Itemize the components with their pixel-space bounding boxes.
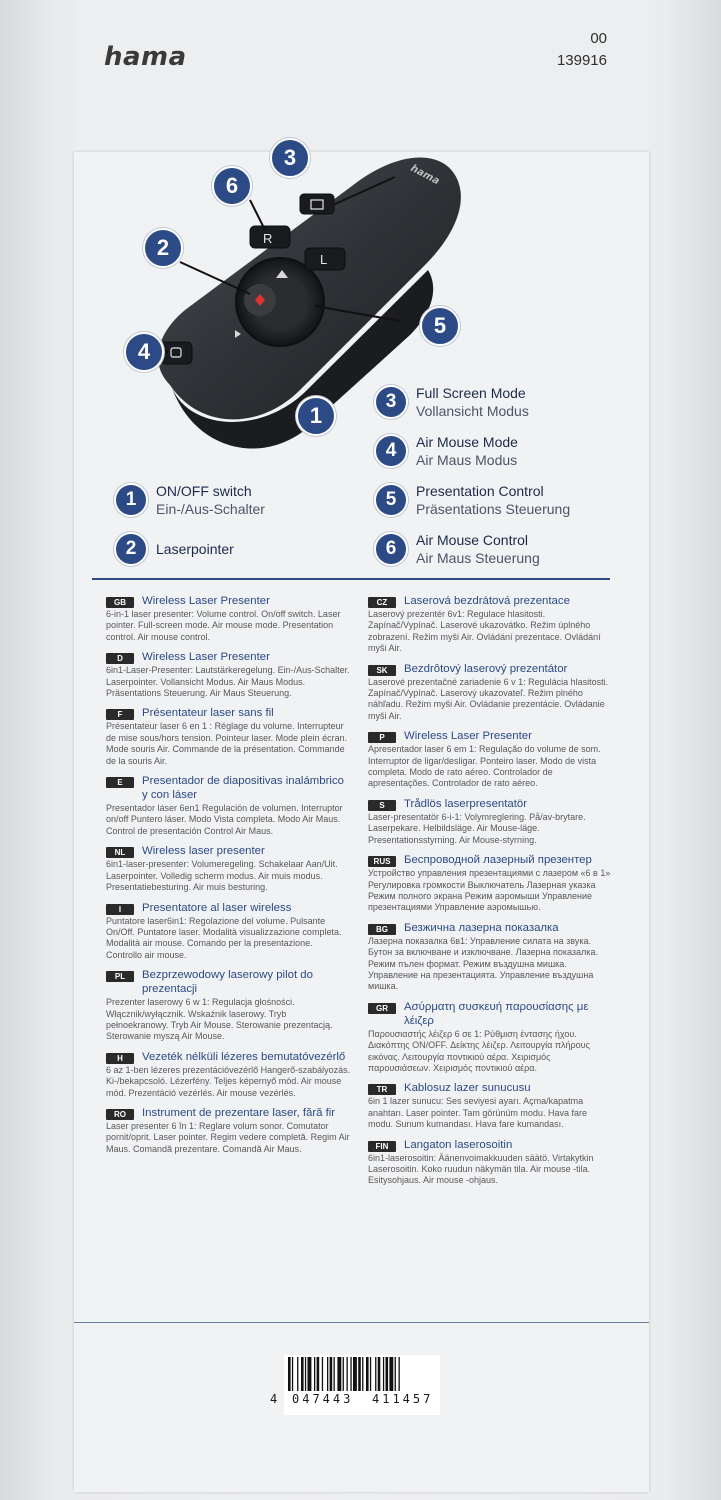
barcode-bar [314,1357,315,1391]
barcode-bar [389,1357,393,1391]
barcode-bar [292,1357,293,1391]
language-title: Presentatore al laser wireless [142,901,292,914]
section-divider [92,578,610,580]
legend-number-badge: 3 [374,385,408,419]
legend-item-3 [374,384,529,420]
barcode-bar [327,1357,328,1391]
legend-item-4 [374,433,518,469]
language-title: Bezprzewodowy laserowy pilot do prezentacji [142,969,313,996]
language-code: F [106,709,134,720]
language-title: Безжична лазерна показалка [404,921,559,934]
language-description: 6in1-Laser-Presenter: Lautstärkeregelung. Ein-/Aus-Schalter. Laserpointer. Vollansicht Modus. Air Maus Modus. Präsentations Steuerung. Air Maus Steuerung. [106,665,350,699]
language-title: Wireless Laser Presenter [142,595,270,607]
language-title: Wireless Laser Presenter [404,730,532,743]
language-code: BG [368,924,396,935]
legend-number-badge: 5 [374,483,408,517]
callout-5-badge: 5 [420,306,460,346]
product-codes [557,28,607,72]
language-block [368,729,613,790]
ean-barcode [284,1355,440,1415]
barcode-bar [386,1357,389,1391]
barcode-bar [347,1357,348,1391]
language-code: H [106,1053,134,1064]
callout-3-badge: 3 [270,138,310,178]
language-description: Puntatore laser6in1: Regolazione del volume. Pulsante On/Off. Puntatore laser. Modalità visualizzazione completa. Modalità air mouse. Comando per la presentazione. Controllo air mouse. [106,915,342,960]
language-title: Беспроводной лазерный презентер [404,854,592,867]
device-logo: hama [408,162,442,188]
language-code: CZ [368,597,396,608]
language-block [368,1000,613,1075]
barcode-bar [350,1357,351,1391]
language-description: Prezenter laserowy 6 w 1: Regulacja głośności. Włącznik/wyłącznik. Wskaźnik laserowy. Tryb pełnoekranowy. Tryb Air Mouse. Sterowanie prezentacją. Sterowanie myszą Air Mouse. [106,997,333,1042]
barcode-bar [317,1357,320,1391]
l-key-label: L [320,252,328,267]
callout-2-badge: 2 [143,228,183,268]
barcode-bar [322,1357,323,1391]
barcode-bar [362,1357,363,1391]
language-description: 6in 1 lazer sunucu: Ses seviyesi ayarı. Açma/kapatma anahtarı. Laser pointer. Tam görünüm modu. Hava fare modu. Sunum kumandası. Hava fare kumandası. [368,1096,587,1130]
language-block [106,706,351,767]
barcode-bar [353,1357,357,1391]
legend-label-german: Vollansicht Modus [416,403,529,419]
language-title: Laserová bezdrátová prezentace [404,595,570,607]
legend-label-german: Präsentations Steuerung [416,501,571,517]
language-code: I [106,904,134,915]
barcode-bar [378,1357,381,1391]
language-description: Apresentador laser 6 em 1: Regulação do volume de som. Interruptor de ligar/desligar. Ponteiro laser. Modo de vista completa. Modo de rato aéreo. Controlador de apresentações. Controlador de rato aéreo. [368,744,601,789]
barcode-bar [366,1357,369,1391]
legend-number-badge: 6 [374,532,408,566]
language-block [368,921,613,993]
language-description: Лазерна показалка 6в1: Управление силата на звука. Бутон за включване и изключване. Лазерна показалка. Режим пълен формат. Режим въздушна мишка. Управление на презентацията. Управление въздушна мишка. [368,935,598,992]
legend-number-badge: 2 [114,532,148,566]
barcode-first-digit: 4 [270,1392,278,1406]
language-code: TR [368,1084,396,1095]
language-block [368,853,613,914]
language-description: Устройство управления презентациями с лазером «6 в 1» Регулировка громкости Выключатель Лазерная указка Режим полного экрана Режим аэромыши Управление презентациями Управление аэромышью. [368,868,611,913]
language-column-right [368,594,613,1194]
barcode-bar [399,1357,400,1391]
language-title: Bezdrôtový laserový prezentátor [404,662,568,675]
language-description: 6in1-laserosoitin: Äänenvoimakkuuden säätö. Virtakytkin Laserosoitin. Koko ruudun näkymän tila. Air mouse -tila. Esitysohjaus. Air mouse -ohjaus. [368,1152,594,1186]
barcode-bar [288,1357,291,1391]
barcode-bar [337,1357,341,1391]
language-title: Vezeték nélküli lézeres bemutatóvezérlő [142,1050,346,1063]
barcode-bar [334,1357,335,1391]
legend-label: ON/OFF switch [156,483,252,499]
language-description: Laser-presentatör 6-i-1: Volymreglering. På/av-brytare. Laserpekare. Helbildsläge. Air Mouse-läge. Presentationsstyrning. Air Mouse-styrning. [368,811,586,845]
brand-logo: hama [104,42,187,72]
language-description: 6in1-laser-presenter: Volumeregeling. Schakelaar Aan/Uit. Laserpointer. Volledig scherm modus. Air muis modus. Presentatiebesturing. Air muis besturing. [106,859,338,893]
language-description: 6 az 1-ben lézeres prezentációvezérlő Hangerő-szabályozás. Ki-/bekapcsoló. Lézerfény. Teljes képernyő mód. Air mouse mód. Prezentáció vezérlés. Air mouse vezérlés. [106,1064,351,1098]
language-description: Laserové prezentačné zariadenie 6 v 1: Regulácia hlasitosti. Zapínač/Vypínač. Laserový ukazovateľ. Režim plného náhľadu. Režim myši Air. Ovládanie prezentácie. Ovládanie myši Air. [368,676,609,721]
language-block [106,1106,351,1155]
language-description: Παρουσιαστής λέιζερ 6 σε 1: Ρύθμιση έντασης ήχου. Διακόπτης ON/OFF. Δείκτης λέιζερ. Λειτουργία πλήρους εικόνας. Λειτουργία ποντικιού αέρα. Χειρισμός παρουσιάσεων. Χειρισμός ποντικιού αέρα. [368,1028,590,1073]
language-title: Wireless laser presenter [142,845,265,858]
legend-label: Air Mouse Control [416,532,529,548]
language-description: Laserový prezentér 6v1: Regulace hlasitosti. Zapínač/Vypínač. Laserové ukazovátko. Režim úplného zobrazení. Režim myši Air. Ovládání prezentace. Ovládání myši Air. [368,609,601,654]
language-title: Présentateur laser sans fil [142,707,274,720]
callout-6-badge: 6 [212,166,252,206]
barcode-bar [308,1357,312,1391]
legend-label: Laserpointer [156,541,234,557]
language-description: Presentador láser 6en1 Regulación de volumen. Interruptor on/off Puntero láser. Modo Vista completa. Modo Air Maus. Control de presentación Control Air Maus. [106,803,343,836]
language-code: D [106,653,134,664]
barcode-group-2: 411457 [372,1392,434,1406]
barcode-bar [330,1357,333,1391]
r-key-label: R [263,231,273,246]
language-description: Présentateur laser 6 en 1 : Réglage du volume. Interrupteur de mise sous/hors tension. Pointeur laser. Mode plein écran. Mode souris Air. Commande de la présentation. Commande de la souris Air. [106,721,348,766]
barcode-bar [370,1357,371,1391]
barcode-bar [301,1357,304,1391]
language-block [106,968,351,1043]
language-code: RUS [368,856,396,867]
language-description: Laser presenter 6 în 1: Reglare volum sonor. Comutator pornit/oprit. Laser pointer. Regim vedere completă. Regim Air Maus. Comandă prezentare. Comandă Air Maus. [106,1120,350,1154]
language-code: PL [106,971,134,982]
language-title: Langaton laserosoitin [404,1138,513,1151]
barcode-group-1: 047443 [292,1392,354,1406]
language-code: GR [368,1003,396,1014]
language-description: 6-in-1 laser presenter: Volume control. On/off switch. Laser pointer. Full-screen mode. Air mouse mode. Presentation control. Air mouse control. [106,609,341,642]
language-code: FIN [368,1141,396,1152]
language-title: Instrument de prezentare laser, fără fir [142,1106,336,1119]
legend-item-5 [374,482,570,518]
language-code: SK [368,665,396,676]
language-block [106,901,351,962]
language-code: S [368,800,396,811]
barcode-bar [305,1357,306,1391]
language-block [368,797,613,846]
language-column-left [106,594,351,1162]
language-code: RO [106,1109,134,1120]
barcode-bar [375,1357,376,1391]
language-block [368,594,613,655]
barcode-bar [297,1357,298,1391]
legend-label: Full Screen Mode [416,385,526,401]
legend-label-german: Air Maus Steuerung [416,550,540,566]
legend-number-badge: 4 [374,434,408,468]
language-block [106,594,351,643]
barcode-bar [383,1357,384,1391]
legend-label-german: Ein-/Aus-Schalter [156,501,265,517]
language-code: GB [106,597,134,608]
language-block [106,844,351,893]
language-code: P [368,732,396,743]
callout-1-badge: 1 [296,396,336,436]
language-title: Wireless Laser Presenter [142,651,270,664]
barcode-bar [358,1357,361,1391]
barcode-bar [395,1357,396,1391]
language-code: E [106,777,134,788]
language-block [368,1081,613,1130]
language-code: NL [106,847,134,858]
legend-label-german: Air Maus Modus [416,452,518,468]
language-block [106,650,351,699]
legend-label: Presentation Control [416,483,544,499]
language-title: Kablosuz lazer sunucusu [404,1082,531,1095]
product-code-variant: 00 [590,30,607,47]
legend-item-2 [114,532,234,566]
language-title: Ασύρματη συσκευή παρουσίασης με λέιζερ [404,1000,589,1027]
callout-4-badge: 4 [124,332,164,372]
barcode-bar [343,1357,344,1391]
language-block [368,662,613,723]
legend-item-1 [114,482,265,518]
legend-label: Air Mouse Mode [416,434,518,450]
language-title: Trådlös laserpresentatör [404,797,528,810]
language-block [106,774,351,837]
language-block [368,1138,613,1187]
language-title: Presentador de diapositivas inalámbrico y con láser [142,775,344,802]
legend-number-badge: 1 [114,483,148,517]
language-block [106,1050,351,1099]
product-code-article: 139916 [556,52,607,69]
bottom-divider [74,1322,649,1323]
legend-item-6 [374,531,540,567]
